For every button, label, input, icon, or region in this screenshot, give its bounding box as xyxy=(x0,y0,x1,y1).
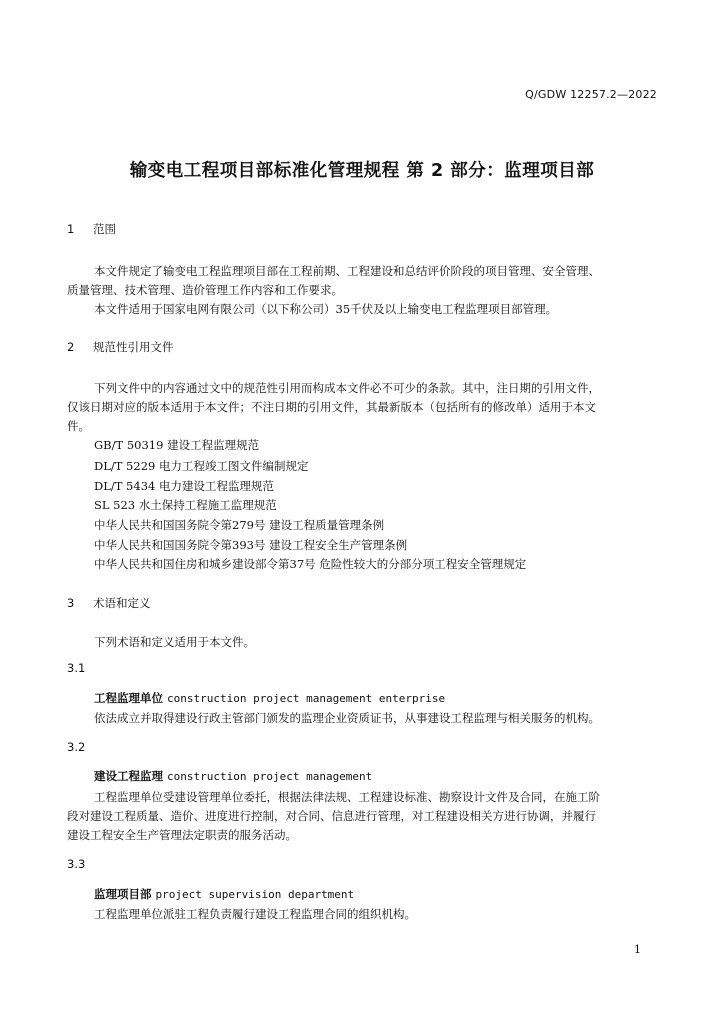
reference-item: GB/T 50319 建设工程监理规范 xyxy=(94,438,260,452)
paragraph-line: 下列文件中的内容通过文中的规范性引用而构成本文件必不可少的条款。其中，注日期的引用文件， xyxy=(94,381,600,395)
term-name-en: construction project management xyxy=(167,770,373,783)
term-name-en: project supervision department xyxy=(155,888,355,901)
term-name-zh: 工程监理单位 xyxy=(94,691,163,705)
term-definition-line: 建设工程安全生产管理法定职责的服务活动。 xyxy=(67,828,297,842)
paragraph-line: 质量管理、技术管理、造价管理工作内容和工作要求。 xyxy=(67,283,343,297)
page-title: 输变电工程项目部标准化管理规程 第 2 部分：监理项目部 xyxy=(129,161,595,181)
paragraph-line: 本文件适用于国家电网有限公司（以下称公司）35千伏及以上输变电工程监理项目部管理。 xyxy=(94,302,558,316)
page-number: 1 xyxy=(634,943,641,956)
reference-item: DL/T 5434 电力建设工程监理规范 xyxy=(94,479,274,493)
section-heading-refs xyxy=(67,339,174,355)
term-name-en: construction project management enterprise xyxy=(167,692,446,705)
term-definition-line: 工程监理单位派驻工程负责履行建设工程监理合同的组织机构。 xyxy=(94,907,416,921)
term-name-zh: 监理项目部 xyxy=(94,887,152,901)
reference-item: 中华人民共和国住房和城乡建设部令第37号 危险性较大的分部分项工程安全管理规定 xyxy=(94,557,527,571)
section-title: 术语和定义 xyxy=(93,596,151,610)
term-number: 3.1 xyxy=(67,661,86,675)
reference-item: 中华人民共和国国务院令第279号 建设工程质量管理条例 xyxy=(94,518,385,532)
term-heading xyxy=(94,690,445,706)
term-definition-line: 工程监理单位受建设管理单位委托，根据法律法规、工程建设标准、勘察设计文件及合同，在施工阶 xyxy=(94,790,600,804)
term-number: 3.2 xyxy=(67,740,86,754)
paragraph-line: 本文件规定了输变电工程监理项目部在工程前期、工程建设和总结评价阶段的项目管理、安全管理、 xyxy=(94,264,600,278)
term-name-zh: 建设工程监理 xyxy=(94,769,163,783)
section-heading-scope xyxy=(67,221,116,237)
section-title: 范围 xyxy=(93,222,116,236)
section-number: 3 xyxy=(67,596,75,610)
term-definition-line: 依法成立并取得建设行政主管部门颁发的监理企业资质证书，从事建设工程监理与相关服务的机构。 xyxy=(94,711,600,725)
term-number: 3.3 xyxy=(67,857,86,871)
section-title: 规范性引用文件 xyxy=(93,340,174,354)
reference-item: DL/T 5229 电力工程竣工图文件编制规定 xyxy=(94,459,309,473)
section-heading-terms xyxy=(67,595,151,611)
reference-item: 中华人民共和国国务院令第393号 建设工程安全生产管理条例 xyxy=(94,538,408,552)
paragraph-line: 件。 xyxy=(67,419,90,433)
section-number: 1 xyxy=(67,222,75,236)
section-number: 2 xyxy=(67,340,75,354)
term-definition-line: 段对建设工程质量、造价、进度进行控制，对合同、信息进行管理，对工程建设相关方进行协调，并履行 xyxy=(67,809,596,823)
paragraph-line: 下列术语和定义适用于本文件。 xyxy=(94,635,255,649)
term-heading xyxy=(94,886,354,902)
term-heading xyxy=(94,768,372,784)
document-number: Q/GDW 12257.2—2022 xyxy=(525,88,657,101)
paragraph-line: 仅该日期对应的版本适用于本文件；不注日期的引用文件，其最新版本（包括所有的修改单）适用于本文 xyxy=(67,400,596,414)
reference-item: SL 523 水土保持工程施工监理规范 xyxy=(94,498,277,512)
